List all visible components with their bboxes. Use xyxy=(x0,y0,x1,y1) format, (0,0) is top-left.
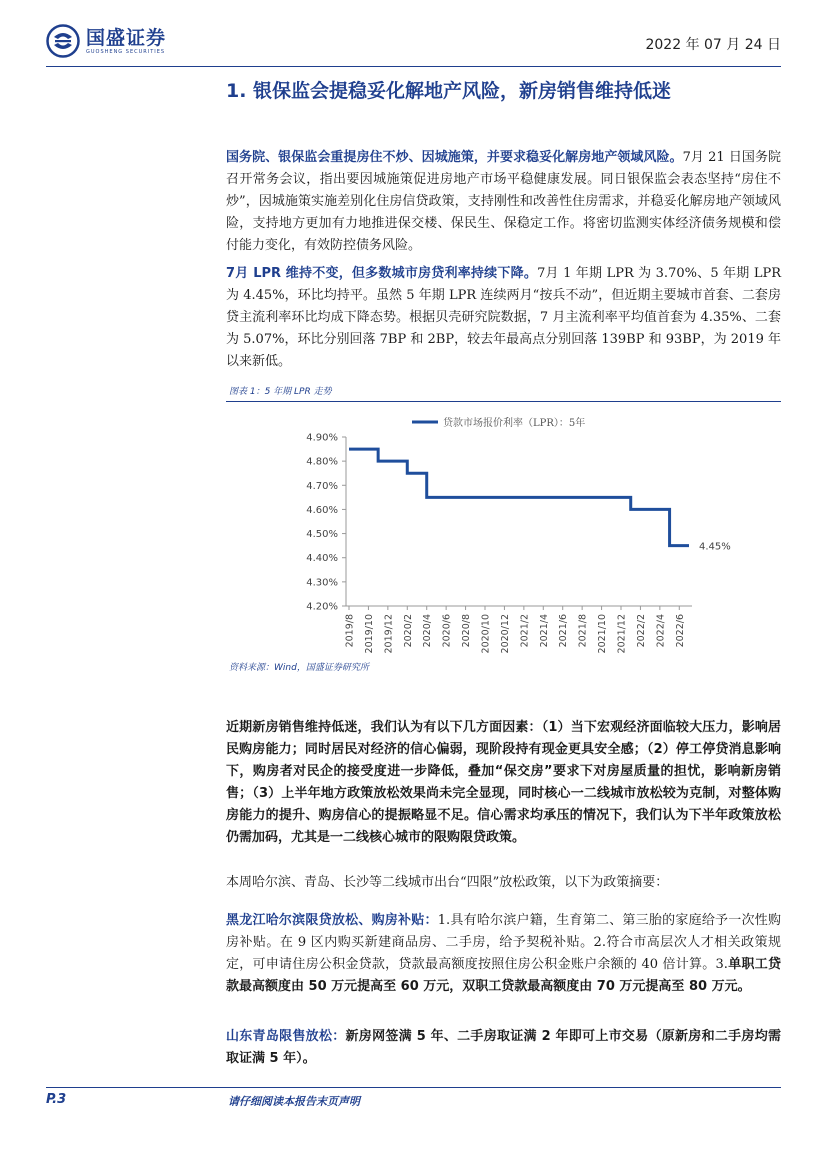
y-tick-label: 4.40% xyxy=(306,553,338,565)
figure-source: 资料来源：Wind，国盛证券研究所 xyxy=(229,663,369,673)
x-tick-label: 2021/2 xyxy=(519,614,531,648)
paragraph-policy-intro: 本周哈尔滨、青岛、长沙等二线城市出台“四限”放松政策，以下为政策摘要： xyxy=(226,875,669,890)
x-tick-label: 2020/8 xyxy=(461,614,473,648)
paragraph-lpr xyxy=(226,263,781,373)
paragraph-lead: 山东青岛限售放松： xyxy=(226,1029,346,1044)
x-tick-label: 2022/6 xyxy=(674,614,686,648)
y-tick-label: 4.90% xyxy=(306,432,338,444)
logo-subtext: GUOSHENG SECURITIES xyxy=(86,49,166,55)
paragraph-emphasis: 单职工贷款最高额度由 50 万元提高至 60 万元，双职工贷款最高额度由 70 万元提高至 80 万元。 xyxy=(226,957,781,994)
logo-text: 国盛证券 xyxy=(86,27,167,49)
footer-disclaimer: 请仔细阅读本报告末页声明 xyxy=(228,1095,360,1108)
paragraph-body: 7月 21 日国务院召开常务会议，指出要因城施策促进房地产市场平稳健康发展。同日银保监会表态坚持“房住不炒”，因城施策实施差别化住房信贷政策，支持刚性和改善性住房需求，并稳妥化解房地产领域风险，支持地方更加有力地推进保交楼、保民生、保稳定工作。将密切监测实体经济债务规模和偿付能力变化，有效防控债务风险。 xyxy=(226,150,781,253)
paragraph-body: 7月 1 年期 LPR 为 3.70%、5 年期 LPR 为 4.45%，环比均持平。虽然 5 年期 LPR 连续两月“按兵不动”，但近期主要城市首套、二套房贷主流利率环比均成下降态势。根据贝壳研究院数据，7 月主流利率平均值首套为 4.35%、二套为 5.07%，环比分别回落 7BP 和 2BP，较去年最高点分别回落 139BP 和 93BP，为 2019 年以来新低。 xyxy=(226,266,782,369)
y-tick-label: 4.50% xyxy=(306,529,338,541)
x-tick-label: 2021/6 xyxy=(558,614,570,648)
y-tick-label: 4.70% xyxy=(306,480,338,492)
x-tick-label: 2021/8 xyxy=(577,614,589,648)
x-tick-label: 2022/2 xyxy=(635,614,647,648)
header-divider xyxy=(46,66,781,67)
paragraph-lead: 7月 LPR 维持不变，但多数城市房贷利率持续下降。 xyxy=(226,266,538,281)
report-date: 2022 年 07 月 24 日 xyxy=(645,37,781,53)
end-value-label: 4.45% xyxy=(699,541,731,553)
legend-label: 贷款市场报价利率（LPR）：5年 xyxy=(443,418,586,429)
x-tick-label: 2020/10 xyxy=(480,614,492,654)
lpr-line-chart xyxy=(226,404,781,658)
x-tick-label: 2020/2 xyxy=(402,614,414,648)
paragraph-lead: 黑龙江哈尔滨限贷放松、购房补贴： xyxy=(226,913,438,928)
page-number: P.3 xyxy=(46,1092,67,1107)
x-tick-label: 2021/4 xyxy=(538,614,550,648)
logo-mark-icon xyxy=(46,24,80,58)
x-tick-label: 2019/10 xyxy=(363,614,375,654)
x-tick-label: 2019/12 xyxy=(383,614,395,654)
paragraph-emphasis: 新房网签满 5 年、二手房取证满 2 年即可上市交易（原新房和二手房均需取证满 5 年）。 xyxy=(226,1029,781,1066)
y-tick-label: 4.30% xyxy=(306,577,338,589)
figure-title: 图表 1：5 年期 LPR 走势 xyxy=(229,387,332,397)
paragraph-qingdao xyxy=(226,1026,781,1070)
paragraph-body: 1.具有哈尔滨户籍，生育第二、第三胎的家庭给予一次性购房补贴。在 9 区内购买新建商品房、二手房，给予契税补贴。2.符合市高层次人才相关政策规定，可申请住房公积金贷款，贷款最高额度按照住房公积金账户余额的 40 倍计算。3. xyxy=(226,913,781,972)
footer-divider xyxy=(46,1087,781,1088)
paragraph-policy xyxy=(226,147,781,257)
x-tick-label: 2020/4 xyxy=(422,614,434,648)
x-tick-label: 2021/10 xyxy=(597,614,609,654)
page-header xyxy=(46,22,781,66)
y-tick-label: 4.60% xyxy=(306,504,338,516)
figure-divider xyxy=(226,401,781,402)
x-tick-label: 2020/12 xyxy=(499,614,511,654)
paragraph-sales-analysis: 近期新房销售维持低迷，我们认为有以下几方面因素：（1）当下宏观经济面临较大压力，影响居民购房能力；同时居民对经济的信心偏弱，现阶段持有现金更具安全感；（2）停工停贷消息影响下，购房者对民企的接受度进一步降低，叠加“保交房”要求下对房屋质量的担忧，影响新房销售；（3）上半年地方政策放松效果尚未完全显现，同时核心一二线城市放松较为克制，对整体购房能力的提升、购房信心的提振略显不足。信心需求均承压的情况下，我们认为下半年政策放松仍需加码，尤其是一二线核心城市的限购限贷政策。 xyxy=(226,720,781,845)
company-logo xyxy=(46,24,166,58)
x-tick-label: 2021/12 xyxy=(616,614,628,654)
lpr-series-line xyxy=(349,449,689,546)
section-title: 1. 银保监会提稳妥化解地产风险，新房销售维持低迷 xyxy=(226,80,672,102)
x-tick-label: 2020/6 xyxy=(441,614,453,648)
x-tick-label: 2022/4 xyxy=(655,614,667,648)
y-tick-label: 4.20% xyxy=(306,601,338,613)
paragraph-harbin xyxy=(226,910,781,998)
y-tick-label: 4.80% xyxy=(306,456,338,468)
paragraph-lead: 国务院、银保监会重提房住不炒、因城施策，并要求稳妥化解房地产领域风险。 xyxy=(226,150,683,165)
x-tick-label: 2019/8 xyxy=(344,614,356,648)
